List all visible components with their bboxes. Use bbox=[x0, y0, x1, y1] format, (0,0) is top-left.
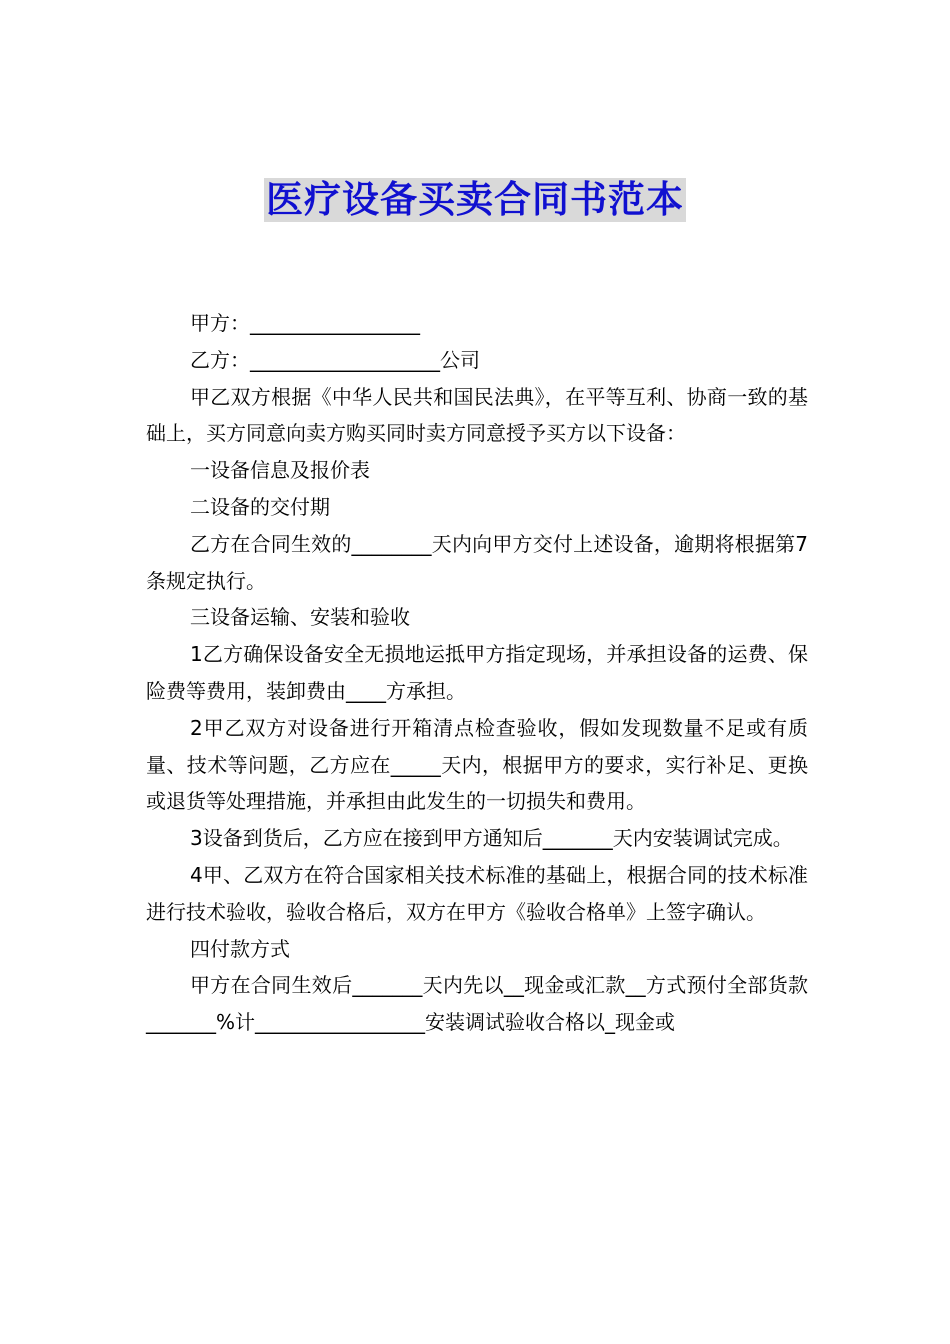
clause-1: 1乙方确保设备安全无损地运抵甲方指定现场，并承担设备的运费、保险费等费用，装卸费由____方承担。 bbox=[146, 642, 808, 703]
section-heading-2: 二设备的交付期 bbox=[190, 494, 330, 519]
clause-2: 2甲乙双方对设备进行开箱清点检查验收，假如发现数量不足或有质量、技术等问题，乙方应在_____天内，根据甲方的要求，实行补足、更换或退货等处理措施，并承担由此发生的一切损失和费用。 bbox=[146, 715, 808, 814]
party-b-line: 乙方：___________________公司 bbox=[190, 347, 480, 372]
section-heading-3: 三设备运输、安装和验收 bbox=[190, 605, 410, 630]
clause-4: 4甲、乙双方在符合国家相关技术标准的基础上，根据合同的技术标准进行技术验收，验收合格后，双方在甲方《验收合格单》上签字确认。 bbox=[146, 862, 808, 924]
document-body bbox=[146, 305, 808, 1041]
preamble-paragraph: 甲乙双方根据《中华人民共和国民法典》，在平等互利、协商一致的基础上，买方同意向卖方购买同时卖方同意授予买方以下设备： bbox=[146, 384, 808, 446]
clause-3: 3设备到货后，乙方应在接到甲方通知后_______天内安装调试完成。 bbox=[190, 826, 793, 851]
payment-paragraph: 甲方在合同生效后_______天内先以__现金或汇款__方式预付全部货款_______%计_________________安装调试验收合格以_现金或 bbox=[146, 973, 808, 1035]
party-a-line: 甲方：_________________ bbox=[190, 311, 420, 335]
title-wrap bbox=[0, 178, 950, 222]
section-heading-1: 一设备信息及报价表 bbox=[190, 458, 370, 483]
section-heading-4: 四付款方式 bbox=[190, 936, 290, 961]
document-title: 医疗设备买卖合同书范本 bbox=[266, 178, 684, 221]
delivery-paragraph: 乙方在合同生效的________天内向甲方交付上述设备，逾期将根据第7条规定执行。 bbox=[146, 531, 808, 593]
